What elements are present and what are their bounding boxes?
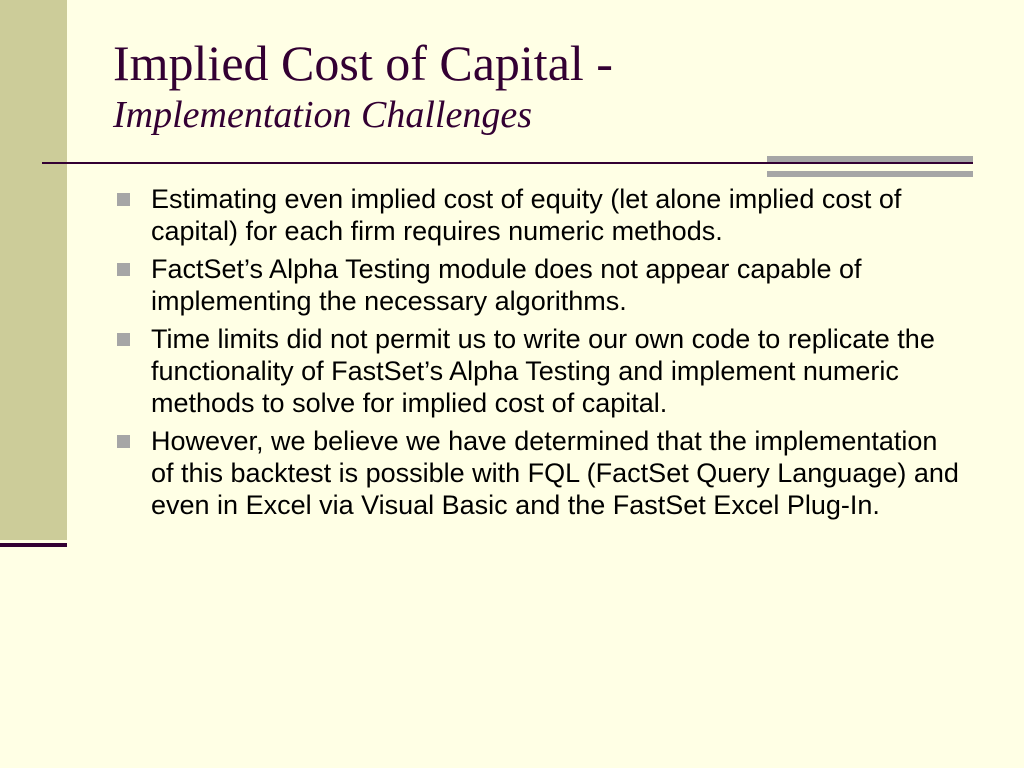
title-underline	[42, 162, 973, 164]
square-bullet-icon	[117, 263, 130, 276]
bullet-text: FactSet’s Alpha Testing module does not appear capable of implementing the necessary algorithms.	[151, 254, 862, 316]
bullet-item	[113, 425, 963, 521]
title-accent-bar-bottom	[767, 171, 973, 177]
bullet-text: Estimating even implied cost of equity (let alone implied cost of capital) for each firm requires numeric methods.	[151, 184, 902, 246]
square-bullet-icon	[117, 333, 130, 346]
bullet-list	[113, 183, 963, 527]
title-main: Implied Cost of Capital -	[113, 35, 613, 91]
square-bullet-icon	[117, 193, 130, 206]
left-sidebar-band	[0, 0, 67, 540]
sidebar-divider	[0, 543, 67, 547]
title-subtitle: Implementation Challenges	[113, 94, 532, 136]
bullet-item	[113, 323, 963, 419]
bullet-text: Time limits did not permit us to write our own code to replicate the functionality of FastSet’s Alpha Testing and implement numeric methods to solve for implied cost of capital.	[151, 324, 935, 418]
square-bullet-icon	[117, 435, 130, 448]
bullet-item	[113, 183, 963, 247]
bullet-text: However, we believe we have determined that the implementation of this backtest is possible with FQL (FactSet Query Language) and even in Excel via Visual Basic and the FastSet Excel Plug-In.	[151, 426, 959, 520]
slide-title	[113, 35, 613, 136]
bullet-item	[113, 253, 963, 317]
title-accent-bar-top	[767, 156, 973, 162]
